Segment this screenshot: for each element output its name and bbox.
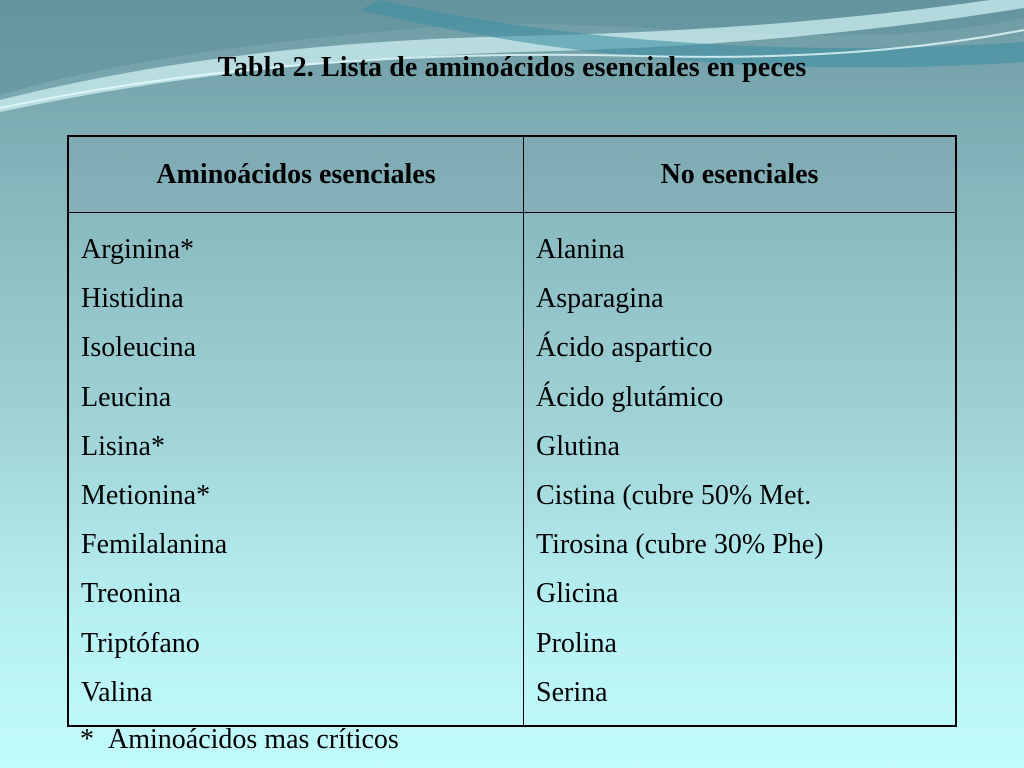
non-essential-item: Glutina <box>536 430 620 462</box>
non-essential-item: Asparagina <box>536 283 664 315</box>
essential-item: Metionina* <box>81 480 211 512</box>
essential-item: Histidina <box>81 283 184 315</box>
non-essential-item: Glicina <box>536 578 619 610</box>
non-essential-item: Serina <box>536 676 608 708</box>
header-non-essential: No esenciales <box>524 136 957 213</box>
footnote-text: Aminoácidos mas críticos <box>108 724 399 755</box>
amino-acids-table <box>67 135 957 727</box>
essential-item: Lisina* <box>81 430 165 462</box>
footnote <box>80 724 399 756</box>
essential-item: Femilalanina <box>81 529 228 561</box>
essential-item: Triptófano <box>81 627 200 659</box>
table-header-row <box>68 136 956 213</box>
header-essential: Aminoácidos esenciales <box>68 136 524 213</box>
essential-item: Leucina <box>81 381 172 413</box>
non-essential-item: Alanina <box>536 234 625 265</box>
non-essential-item: Tirosina (cubre 30% Phe) <box>536 529 824 561</box>
non-essential-item: Cistina (cubre 50% Met. <box>536 480 812 512</box>
essential-item: Valina <box>81 676 153 708</box>
slide-title: Tabla 2. Lista de aminoácidos esenciales en peces <box>217 52 807 83</box>
table-body-row <box>68 213 956 727</box>
non-essential-item: Prolina <box>536 627 617 659</box>
non-essential-item: Ácido glutámico <box>536 381 724 413</box>
non-essential-list-cell <box>524 213 957 727</box>
essential-item: Arginina* <box>81 234 195 265</box>
footnote-marker: * <box>80 724 94 755</box>
essential-item: Treonina <box>81 578 182 610</box>
essential-item: Isoleucina <box>81 332 197 364</box>
essential-list-cell <box>68 213 524 727</box>
non-essential-item: Ácido aspartico <box>536 332 713 364</box>
